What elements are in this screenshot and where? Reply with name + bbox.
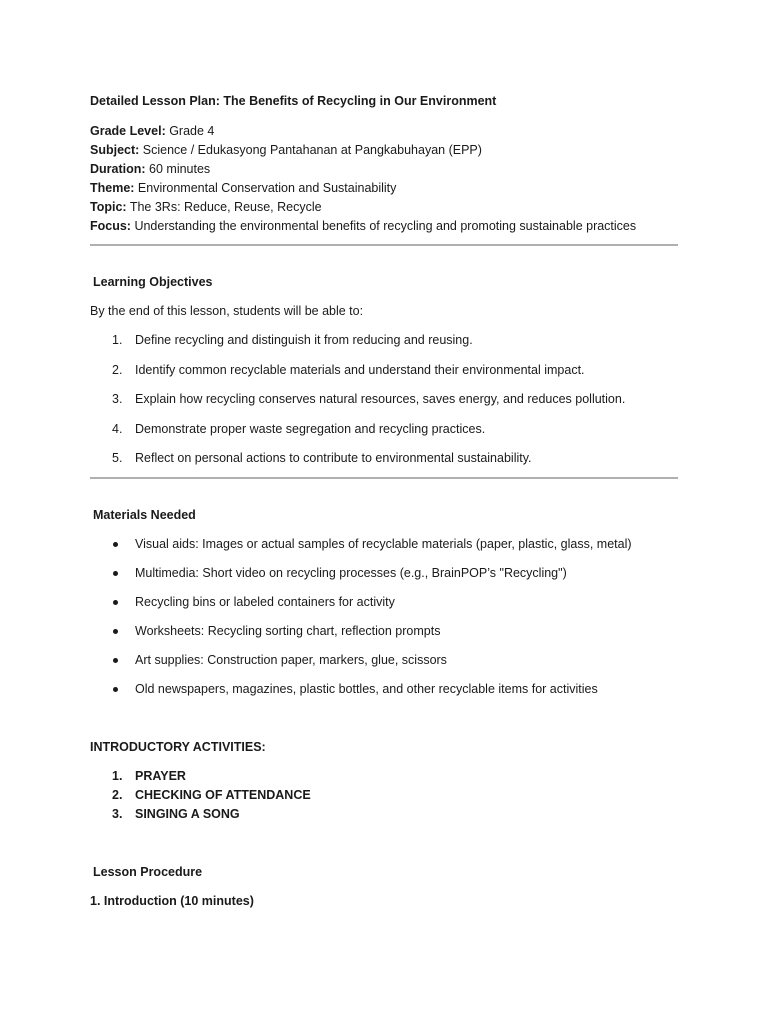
item-text: Recycling bins or labeled containers for activity xyxy=(135,595,395,609)
item-text: SINGING A SONG xyxy=(135,807,240,821)
meta-focus xyxy=(90,217,636,236)
item-number: 5. xyxy=(112,451,123,465)
meta-label: Focus: xyxy=(90,219,131,233)
item-number: 2. xyxy=(112,788,123,802)
meta-label: Grade Level: xyxy=(90,124,166,138)
horizontal-divider xyxy=(90,244,678,246)
item-text: Reflect on personal actions to contribute to environmental sustainability. xyxy=(135,451,532,465)
meta-label: Topic: xyxy=(90,200,127,214)
item-number: 3. xyxy=(112,807,123,821)
meta-topic xyxy=(90,198,636,217)
item-text: CHECKING OF ATTENDANCE xyxy=(135,788,311,802)
meta-value: 60 minutes xyxy=(145,162,211,176)
meta-label: Subject: xyxy=(90,143,140,157)
item-text: Visual aids: Images or actual samples of recyclable materials (paper, plastic, glass, metal) xyxy=(135,537,632,551)
objectives-intro: By the end of this lesson, students will be able to: xyxy=(90,304,364,318)
item-number: 4. xyxy=(112,421,123,436)
lesson-metadata xyxy=(90,122,636,236)
item-number: 1. xyxy=(112,333,123,347)
meta-label: Duration: xyxy=(90,162,146,176)
item-text: Old newspapers, magazines, plastic bottles, and other recyclable items for activities xyxy=(135,682,598,696)
meta-value: Science / Edukasyong Pantahanan at Pangkabuhayan (EPP) xyxy=(139,143,482,157)
item-text: Worksheets: Recycling sorting chart, reflection prompts xyxy=(135,624,441,638)
item-number: 1. xyxy=(112,769,123,783)
bullet-icon xyxy=(113,687,118,692)
materials-heading: Materials Needed xyxy=(93,508,196,522)
meta-value: The 3Rs: Reduce, Reuse, Recycle xyxy=(126,200,322,214)
meta-grade-level xyxy=(90,122,636,141)
document-title: Detailed Lesson Plan: The Benefits of Recycling in Our Environment xyxy=(90,94,497,108)
procedure-heading: Lesson Procedure xyxy=(93,865,203,879)
meta-subject xyxy=(90,141,636,160)
meta-value: Grade 4 xyxy=(165,124,215,138)
bullet-icon xyxy=(113,658,118,663)
item-text: Multimedia: Short video on recycling processes (e.g., BrainPOP’s "Recycling") xyxy=(135,566,567,580)
item-number: 2. xyxy=(112,362,123,377)
item-number: 3. xyxy=(112,392,123,406)
objectives-heading: Learning Objectives xyxy=(93,275,213,289)
introductory-heading: INTRODUCTORY ACTIVITIES: xyxy=(90,740,266,754)
item-text: Demonstrate proper waste segregation and recycling practices. xyxy=(135,421,486,436)
bullet-icon xyxy=(113,571,118,576)
meta-duration xyxy=(90,160,636,179)
meta-value: Environmental Conservation and Sustainability xyxy=(134,181,397,195)
item-text: Explain how recycling conserves natural resources, saves energy, and reduces pollution. xyxy=(135,392,626,406)
item-text: PRAYER xyxy=(135,769,186,783)
item-text: Define recycling and distinguish it from reducing and reusing. xyxy=(135,333,473,347)
meta-theme xyxy=(90,179,636,198)
item-text: Art supplies: Construction paper, markers, glue, scissors xyxy=(135,653,447,667)
bullet-icon xyxy=(113,542,118,547)
item-text: Identify common recyclable materials and understand their environmental impact. xyxy=(135,362,585,377)
meta-value: Understanding the environmental benefits of recycling and promoting sustainable practices xyxy=(130,219,637,233)
bullet-icon xyxy=(113,600,118,605)
bullet-icon xyxy=(113,629,118,634)
horizontal-divider xyxy=(90,477,678,479)
meta-label: Theme: xyxy=(90,181,135,195)
procedure-step-heading: 1. Introduction (10 minutes) xyxy=(90,894,254,908)
